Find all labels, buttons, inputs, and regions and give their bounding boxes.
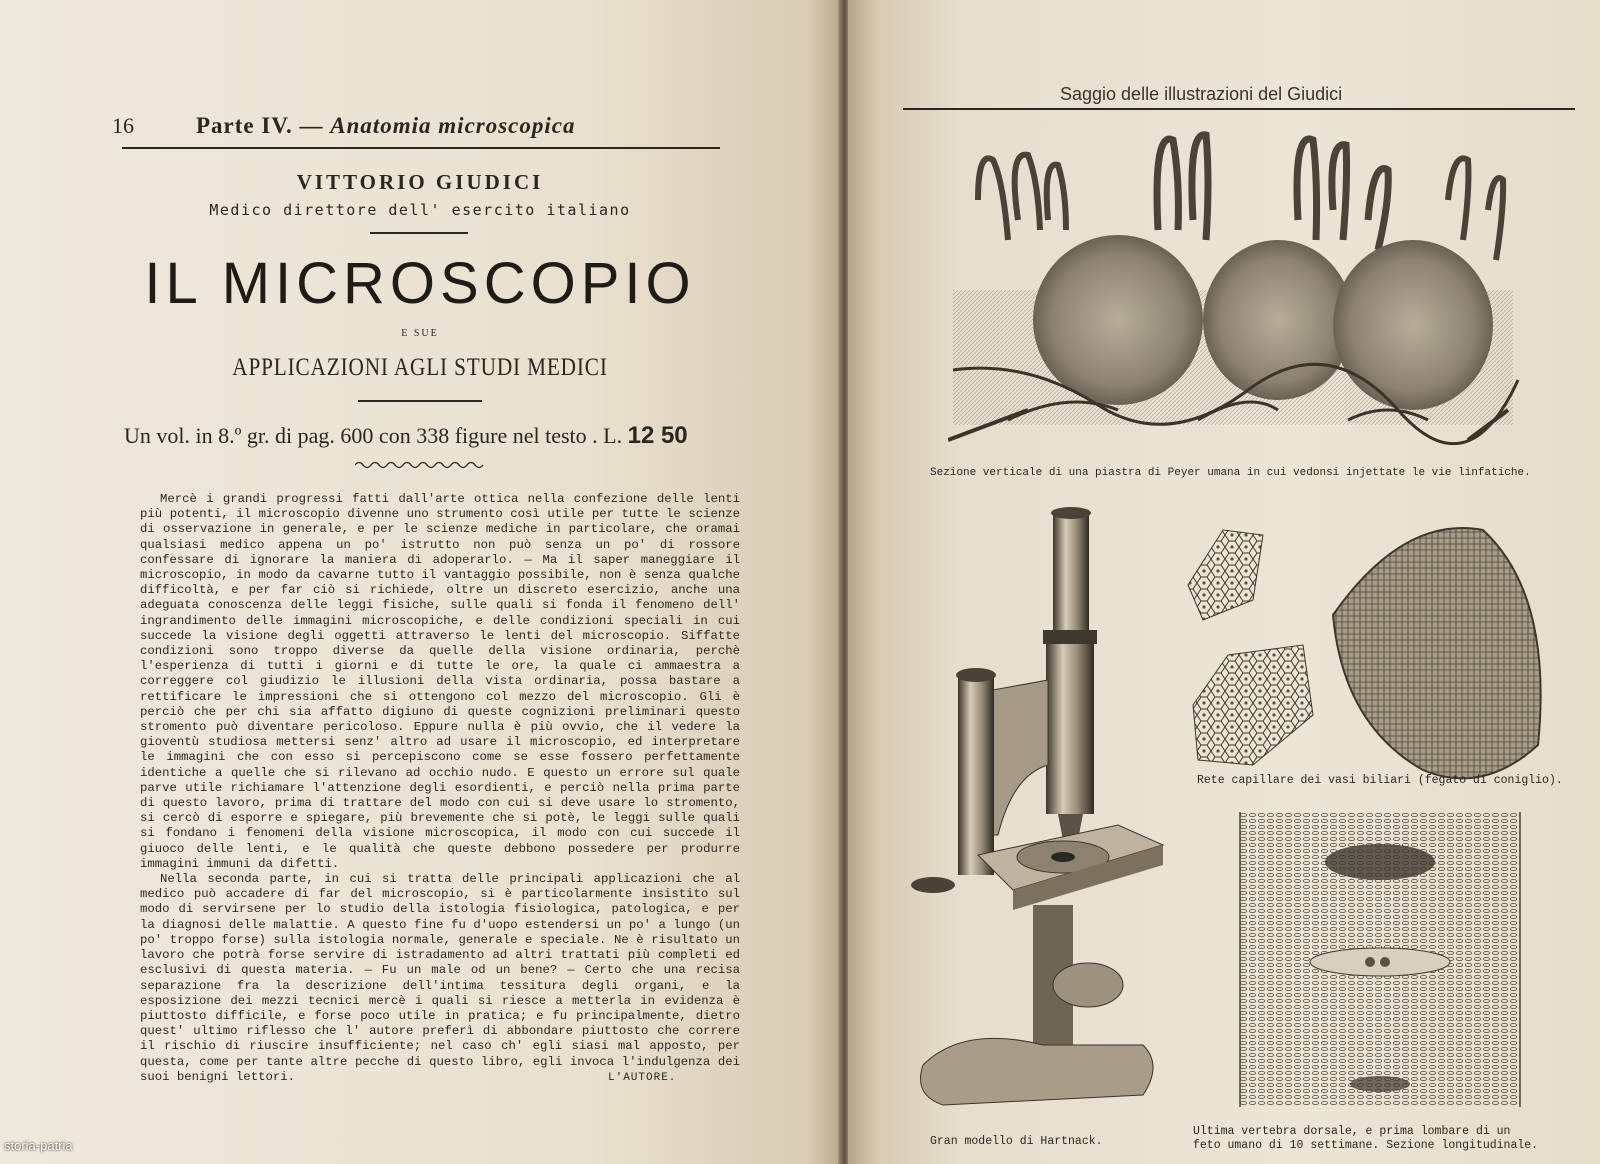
- title-connector: E SUE: [401, 328, 439, 339]
- vertebra-section-illustration: [1230, 812, 1530, 1112]
- page-number: 16: [112, 113, 134, 138]
- ornament-squiggle: [355, 460, 485, 470]
- caption-microscope: Gran modello di Hartnack.: [930, 1135, 1103, 1148]
- volume-description: Un vol. in 8.º gr. di pag. 600 con 338 figure nel testo . L.: [124, 423, 623, 448]
- volume-info: [124, 422, 688, 450]
- biliary-network-illustration: [1183, 505, 1578, 795]
- book-subtitle: APPLICAZIONI AGLI STUDI MEDICI: [232, 354, 608, 381]
- preface-signature: L'AUTORE.: [608, 1072, 677, 1084]
- title-rule-bottom: [358, 400, 482, 402]
- running-title-main: Anatomia microscopica: [330, 113, 576, 138]
- preface-text: [140, 492, 740, 1085]
- title-rule-top: [370, 232, 468, 234]
- caption-vertebra-line2: feto umano di 10 settimane. Sezione longitudinale.: [1193, 1139, 1539, 1152]
- preface-paragraph-2: Nella seconda parte, in cui si tratta delle principali applicazioni che al medico può accadere di far del microscopio, si è particolarmente insistito sul modo di servirsene per lo studio della istologia fisiologica, patologica, e per la diagnosi delle malattie. A questo fine fu d'uopo estendersi un po' a lungo (un po' troppo forse) sulla istologia normale, generale e speciale. Ne è risultato un lavoro che potrà forse servire di istradamento ad altri trattati più completi ed esclusivi di questa materia. — Fu un male od un bene? — Certo che una recisa separazione fra la descrizione dell'intima tessitura degli organi, e la esposizione dei mezzi tecnici mercè i quali si riesce a metterla in evidenza è piuttosto difficile, e forse poco utile in pratica; e fu principalmente, dietro quest' ultimo riflesso che l' autore preferì di abbondare piuttosto che correre il rischio di riuscire insufficiente; nel caso ch' egli siasi mal apposto, per questa, come per tante altre pecche di questo libro, egli invoca l'indulgenza dei suoi benigni lettori.: [140, 872, 740, 1084]
- caption-biliary: Rete capillare dei vasi biliari (fegato di coniglio).: [1197, 774, 1563, 787]
- microscope-illustration: [903, 505, 1183, 1110]
- author-name: VITTORIO GIUDICI: [296, 170, 544, 194]
- watermark-text: storia-patria: [4, 1138, 73, 1153]
- right-header-rule: [903, 108, 1575, 110]
- author-affiliation: Medico direttore dell' esercito italiano: [209, 201, 631, 219]
- running-title-prefix: Parte IV. —: [196, 113, 324, 138]
- book-title: IL MICROSCOPIO: [144, 251, 696, 316]
- caption-vertebra-line1: Ultima vertebra dorsale, e prima lombare di un: [1193, 1125, 1511, 1138]
- running-title: [196, 113, 575, 139]
- right-page: [848, 0, 1600, 1164]
- price: 12 50: [627, 422, 688, 449]
- header-rule: [122, 147, 720, 149]
- peyer-patch-illustration: [948, 120, 1548, 465]
- right-running-title: Saggio delle illustrazioni del Giudici: [1060, 84, 1343, 104]
- preface-paragraph-1: Mercè i grandi progressi fatti dall'arte ottica nella confezione delle lenti più potenti, il microscopio divenne uno strumento così utile per tutte le scienze di osservazione in generale, e per le scienze mediche in particolare, che oramai qualsiasi medico appena un po' istrutto non può senza un po' di rossore confessare di ignorare la maniera di adoperarlo. — Ma il saper maneggiare il microscopio, in modo da cavarne tutto il vantaggio possibile, non è senza qualche difficoltà, e per far ciò si richiede, oltre un discreto esercizio, anche una adeguata conoscenza delle leggi fisiche, sulle quali si fonda il fenomeno dell' ingrandimento delle immagini microscopiche, e delle condizioni speciali in cui succede la visione degli oggetti attraverso le lenti del microscopio. Siffatte condizioni sono troppo diverse da quelle della visione ordinaria, perchè l'esperienza di tutti i giorni e di tutte le ore, la quale ci ammaestra a correggere col giudizio le illusioni della vista ordinaria, possa bastare a rettificare le impressioni che si ottengono col mezzo del microscopio. Gli è perciò che per chi sia affatto digiuno di queste cognizioni preliminari questo stromento può diventare pericoloso. Eppure nulla è più ovvio, che il vedere la gioventù studiosa mettersi senz' altro ad usare il microscopio, ed interpretare le immagini che con esso si percepiscono come se esse fossero perfettamente identiche a quelle che si rilevano ad occhio nudo. E questo un errore sul quale parve utile richiamare l'attenzione degli esordienti, e perciò nella prima parte di questo lavoro, prima di trattare del modo con cui si deve usare lo stromento, si cercò di esporre e spiegare, più brevemente che si potè, le leggi sulle quali si fondano i fenomeni della visione microscopica, il modo con cui succede il giuoco delle lenti, e le qualità che queste debbono possedere per produrre immagini immuni da difetti.: [140, 492, 740, 871]
- caption-peyer: Sezione verticale di una piastra di Peyer umana in cui vedonsi injettate le vie linfatiche.: [930, 467, 1531, 479]
